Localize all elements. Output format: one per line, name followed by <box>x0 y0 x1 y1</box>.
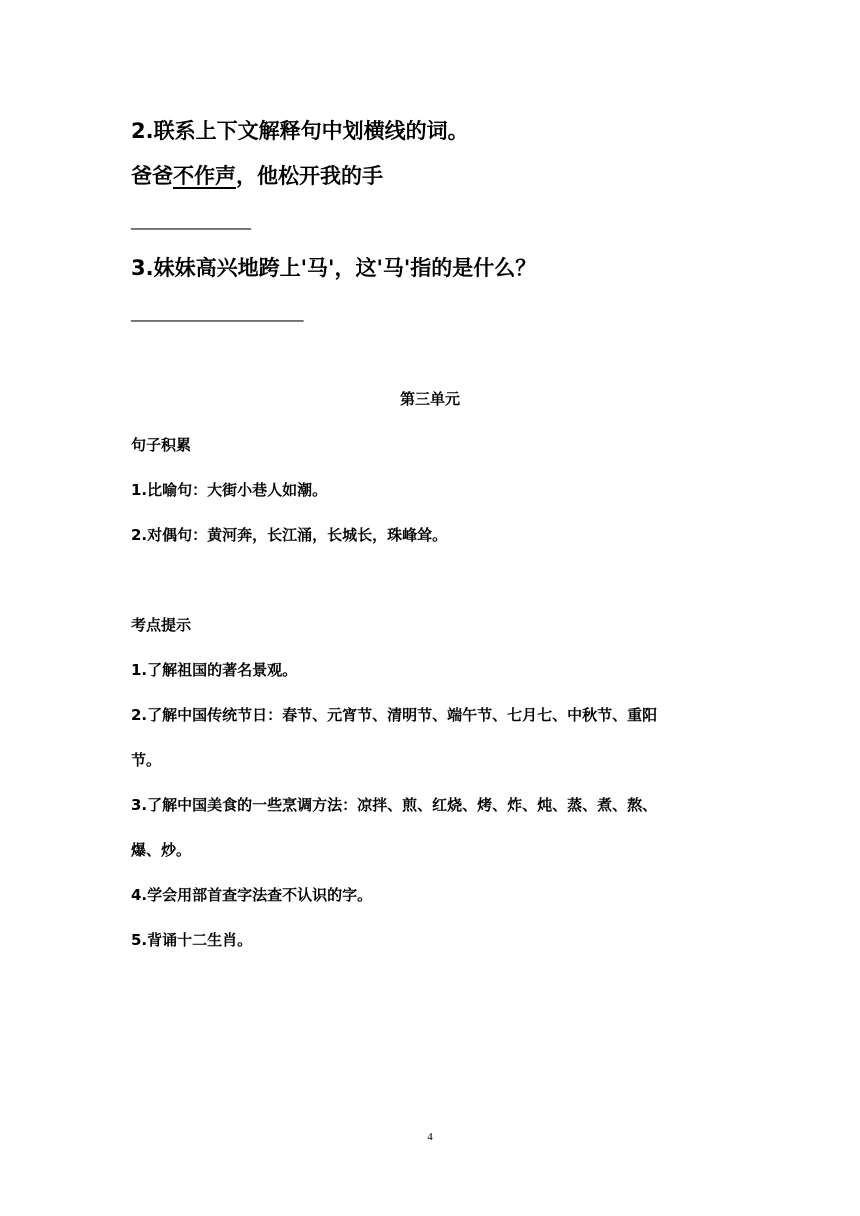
question-2-title: 2.联系上下文解释句中划横线的词。 <box>131 119 469 143</box>
question-2-answer-blank: ________________ <box>131 212 251 230</box>
exam-tip-item: 4.学会用部首查字法查不认识的字。 <box>131 886 373 904</box>
sentence-prefix: 爸爸 <box>131 164 173 188</box>
sentence-accumulation-heading: 句子积累 <box>131 436 192 454</box>
exam-tips-heading: 考点提示 <box>131 616 192 634</box>
page-number: 4 <box>427 1131 433 1143</box>
exam-tip-item-continuation: 爆、炒。 <box>131 841 192 859</box>
exam-tip-item: 2.了解中国传统节日：春节、元宵节、清明节、端午节、七月七、中秋节、重阳 <box>131 706 658 724</box>
sentence-suffix: ，他松开我的手 <box>236 164 383 188</box>
question-2-sentence <box>131 160 383 190</box>
exam-tip-item: 5.背诵十二生肖。 <box>131 931 253 949</box>
exam-tip-item: 3.了解中国美食的一些烹调方法：凉拌、煎、红烧、烤、炸、炖、蒸、煮、熬、 <box>131 796 658 814</box>
unit-title: 第三单元 <box>399 390 460 408</box>
exam-tip-item-continuation: 节。 <box>131 751 162 769</box>
question-3-title: 3.妹妹高兴地跨上'马'，这'马'指的是什么？ <box>131 256 537 280</box>
sentence-accumulation-item: 1.比喻句：大街小巷人如潮。 <box>131 481 328 499</box>
underlined-word: 不作声 <box>173 164 236 188</box>
question-3-answer-blank: _______________________ <box>131 304 304 322</box>
exam-tip-item: 1.了解祖国的著名景观。 <box>131 661 298 679</box>
sentence-accumulation-item: 2.对偶句：黄河奔，长江涌，长城长，珠峰耸。 <box>131 526 448 544</box>
